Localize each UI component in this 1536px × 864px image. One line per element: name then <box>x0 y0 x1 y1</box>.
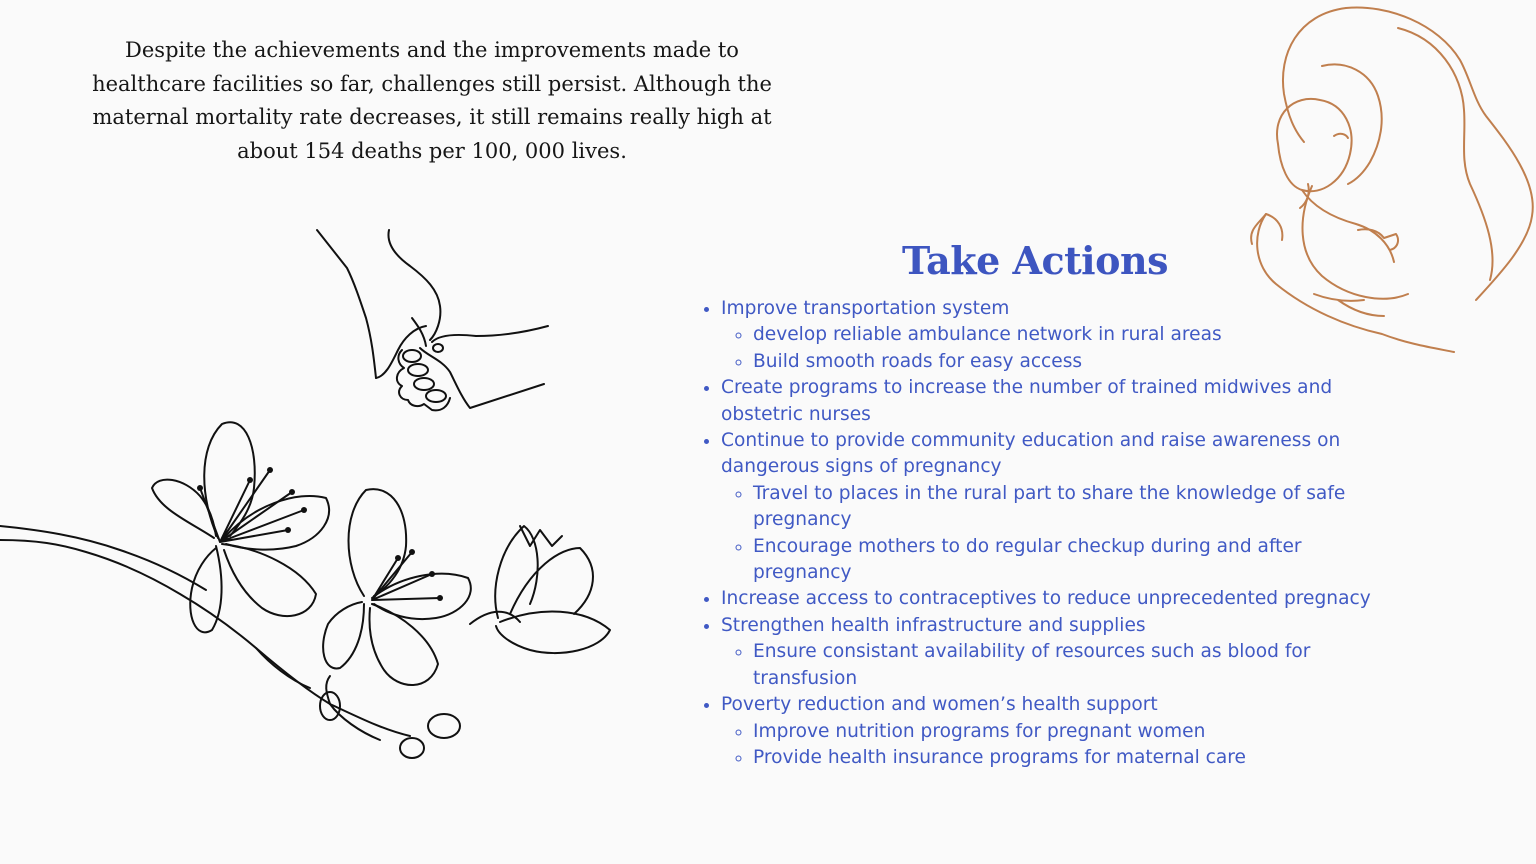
action-item-text: Poverty reduction and women’s health support <box>721 694 1158 716</box>
take-actions-heading: Take Actions <box>902 238 1168 283</box>
action-item-text: Improve transportation system <box>721 298 1010 319</box>
action-item <box>721 613 1401 692</box>
action-subitem: ◦ Encourage mothers to do regular checkup during and after pregnancy <box>753 534 1401 587</box>
holding-hands-icon <box>300 222 560 418</box>
action-subitem: ◦ develop reliable ambulance network in rural areas <box>753 322 1401 348</box>
intro-paragraph: Despite the achievements and the improvements made to healthcare facilities so far, challenges still persist. Although the maternal mortality rate decreases, it still remains really high at about 154 deaths per 100, 000 lives. <box>92 38 772 163</box>
action-subitems <box>721 719 1401 772</box>
flower-branch-icon <box>0 418 620 766</box>
action-item-text: Continue to provide community education and raise awareness on dangerous signs of pregnancy <box>721 430 1341 478</box>
action-item-text: Create programs to increase the number of trained midwives and obstetric nurses <box>721 377 1333 425</box>
action-subitems <box>721 322 1401 375</box>
action-item-text: Strengthen health infrastructure and supplies <box>721 614 1146 636</box>
action-item <box>721 428 1401 586</box>
action-subitems <box>721 481 1401 587</box>
actions-list <box>704 296 1401 771</box>
action-subitem: ◦ Improve nutrition programs for pregnant women <box>753 719 1401 745</box>
action-item <box>721 586 1401 612</box>
action-subitem: ◦ Provide health insurance programs for maternal care <box>753 745 1401 771</box>
action-item-text: Increase access to contraceptives to reduce unprecedented pregnacy <box>721 588 1371 610</box>
action-item <box>721 692 1401 771</box>
action-item <box>721 296 1401 375</box>
action-item <box>721 375 1401 428</box>
action-subitem: ◦ Ensure consistant availability of resources such as blood for transfusion <box>753 639 1401 692</box>
action-subitem: ◦ Travel to places in the rural part to share the knowledge of safe pregnancy <box>753 481 1401 534</box>
action-subitems <box>721 639 1401 692</box>
action-subitem: ◦ Build smooth roads for easy access <box>753 349 1401 375</box>
